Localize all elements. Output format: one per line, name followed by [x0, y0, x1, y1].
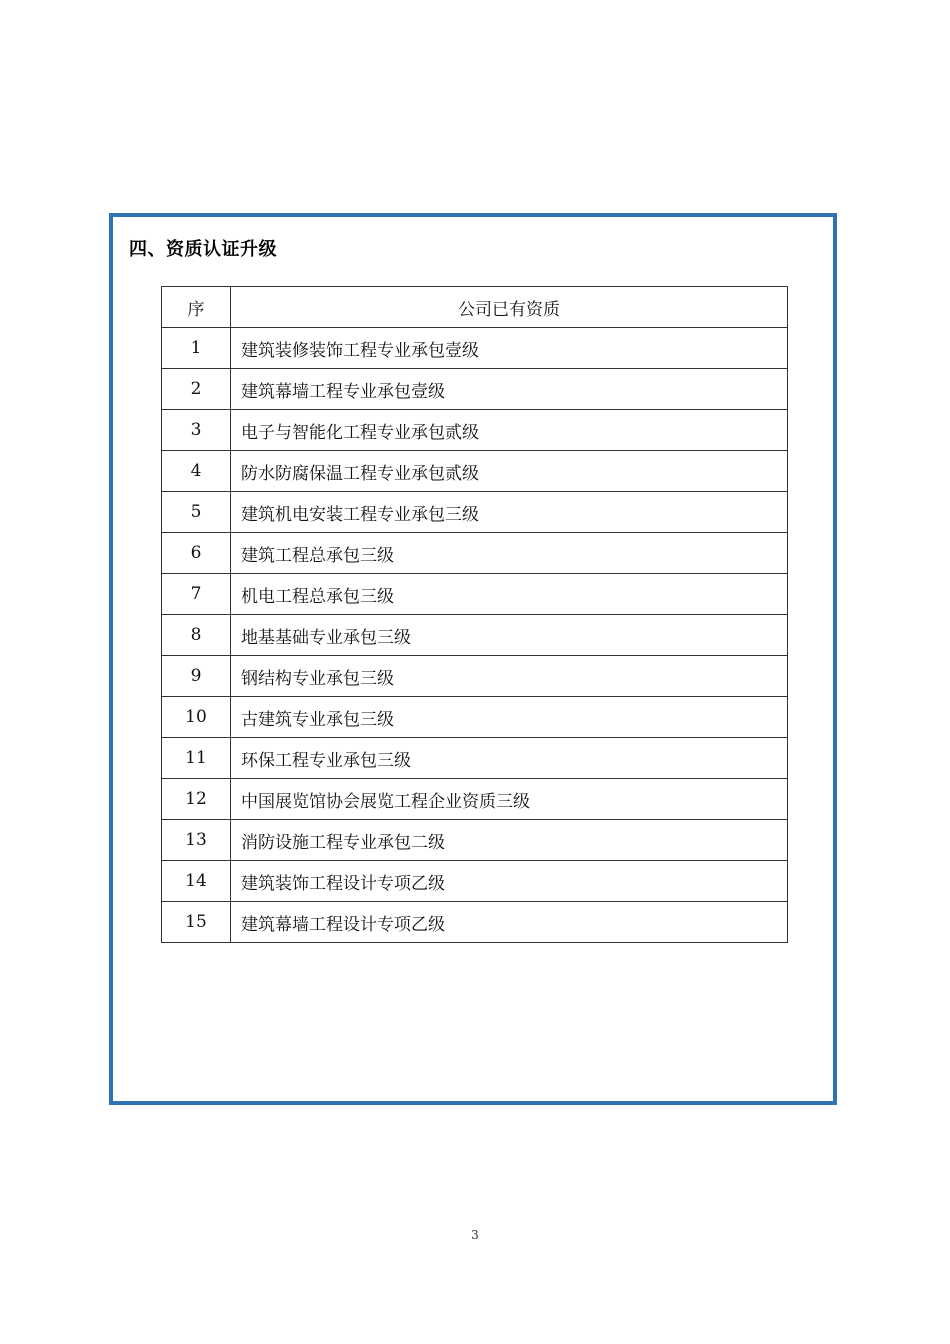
- row-serial-number: 14: [162, 861, 231, 902]
- table-row: [162, 779, 788, 820]
- qualifications-table: [161, 286, 788, 943]
- row-serial-number: 12: [162, 779, 231, 820]
- table-row: [162, 656, 788, 697]
- row-qualification-name: 建筑装饰工程设计专项乙级: [231, 861, 788, 902]
- section-frame: [109, 213, 837, 1105]
- row-qualification-name: 中国展览馆协会展览工程企业资质三级: [231, 779, 788, 820]
- row-qualification-name: 环保工程专业承包三级: [231, 738, 788, 779]
- header-qualification-name: 公司已有资质: [231, 287, 788, 328]
- row-serial-number: 4: [162, 451, 231, 492]
- row-serial-number: 13: [162, 820, 231, 861]
- page-number: 3: [471, 1228, 479, 1242]
- row-qualification-name: 建筑幕墙工程专业承包壹级: [231, 369, 788, 410]
- header-serial-number: 序: [162, 287, 231, 328]
- row-serial-number: 9: [162, 656, 231, 697]
- row-serial-number: 15: [162, 902, 231, 943]
- table-row: [162, 902, 788, 943]
- row-serial-number: 3: [162, 410, 231, 451]
- table-row: [162, 533, 788, 574]
- row-serial-number: 8: [162, 615, 231, 656]
- table-row: [162, 574, 788, 615]
- row-serial-number: 6: [162, 533, 231, 574]
- table-row: [162, 820, 788, 861]
- table-row: [162, 328, 788, 369]
- table-row: [162, 738, 788, 779]
- table-row: [162, 451, 788, 492]
- table-row: [162, 697, 788, 738]
- row-qualification-name: 钢结构专业承包三级: [231, 656, 788, 697]
- row-serial-number: 1: [162, 328, 231, 369]
- row-serial-number: 7: [162, 574, 231, 615]
- row-qualification-name: 建筑装修装饰工程专业承包壹级: [231, 328, 788, 369]
- row-serial-number: 10: [162, 697, 231, 738]
- row-qualification-name: 电子与智能化工程专业承包贰级: [231, 410, 788, 451]
- table-row: [162, 861, 788, 902]
- row-qualification-name: 古建筑专业承包三级: [231, 697, 788, 738]
- section-title: 四、资质认证升级: [129, 239, 277, 260]
- table-row: [162, 369, 788, 410]
- row-qualification-name: 机电工程总承包三级: [231, 574, 788, 615]
- row-qualification-name: 消防设施工程专业承包二级: [231, 820, 788, 861]
- row-serial-number: 11: [162, 738, 231, 779]
- row-qualification-name: 防水防腐保温工程专业承包贰级: [231, 451, 788, 492]
- row-serial-number: 5: [162, 492, 231, 533]
- row-serial-number: 2: [162, 369, 231, 410]
- row-qualification-name: 建筑幕墙工程设计专项乙级: [231, 902, 788, 943]
- row-qualification-name: 建筑机电安装工程专业承包三级: [231, 492, 788, 533]
- row-qualification-name: 建筑工程总承包三级: [231, 533, 788, 574]
- table-row: [162, 410, 788, 451]
- table-header-row: [162, 287, 788, 328]
- table-row: [162, 615, 788, 656]
- row-qualification-name: 地基基础专业承包三级: [231, 615, 788, 656]
- table-row: [162, 492, 788, 533]
